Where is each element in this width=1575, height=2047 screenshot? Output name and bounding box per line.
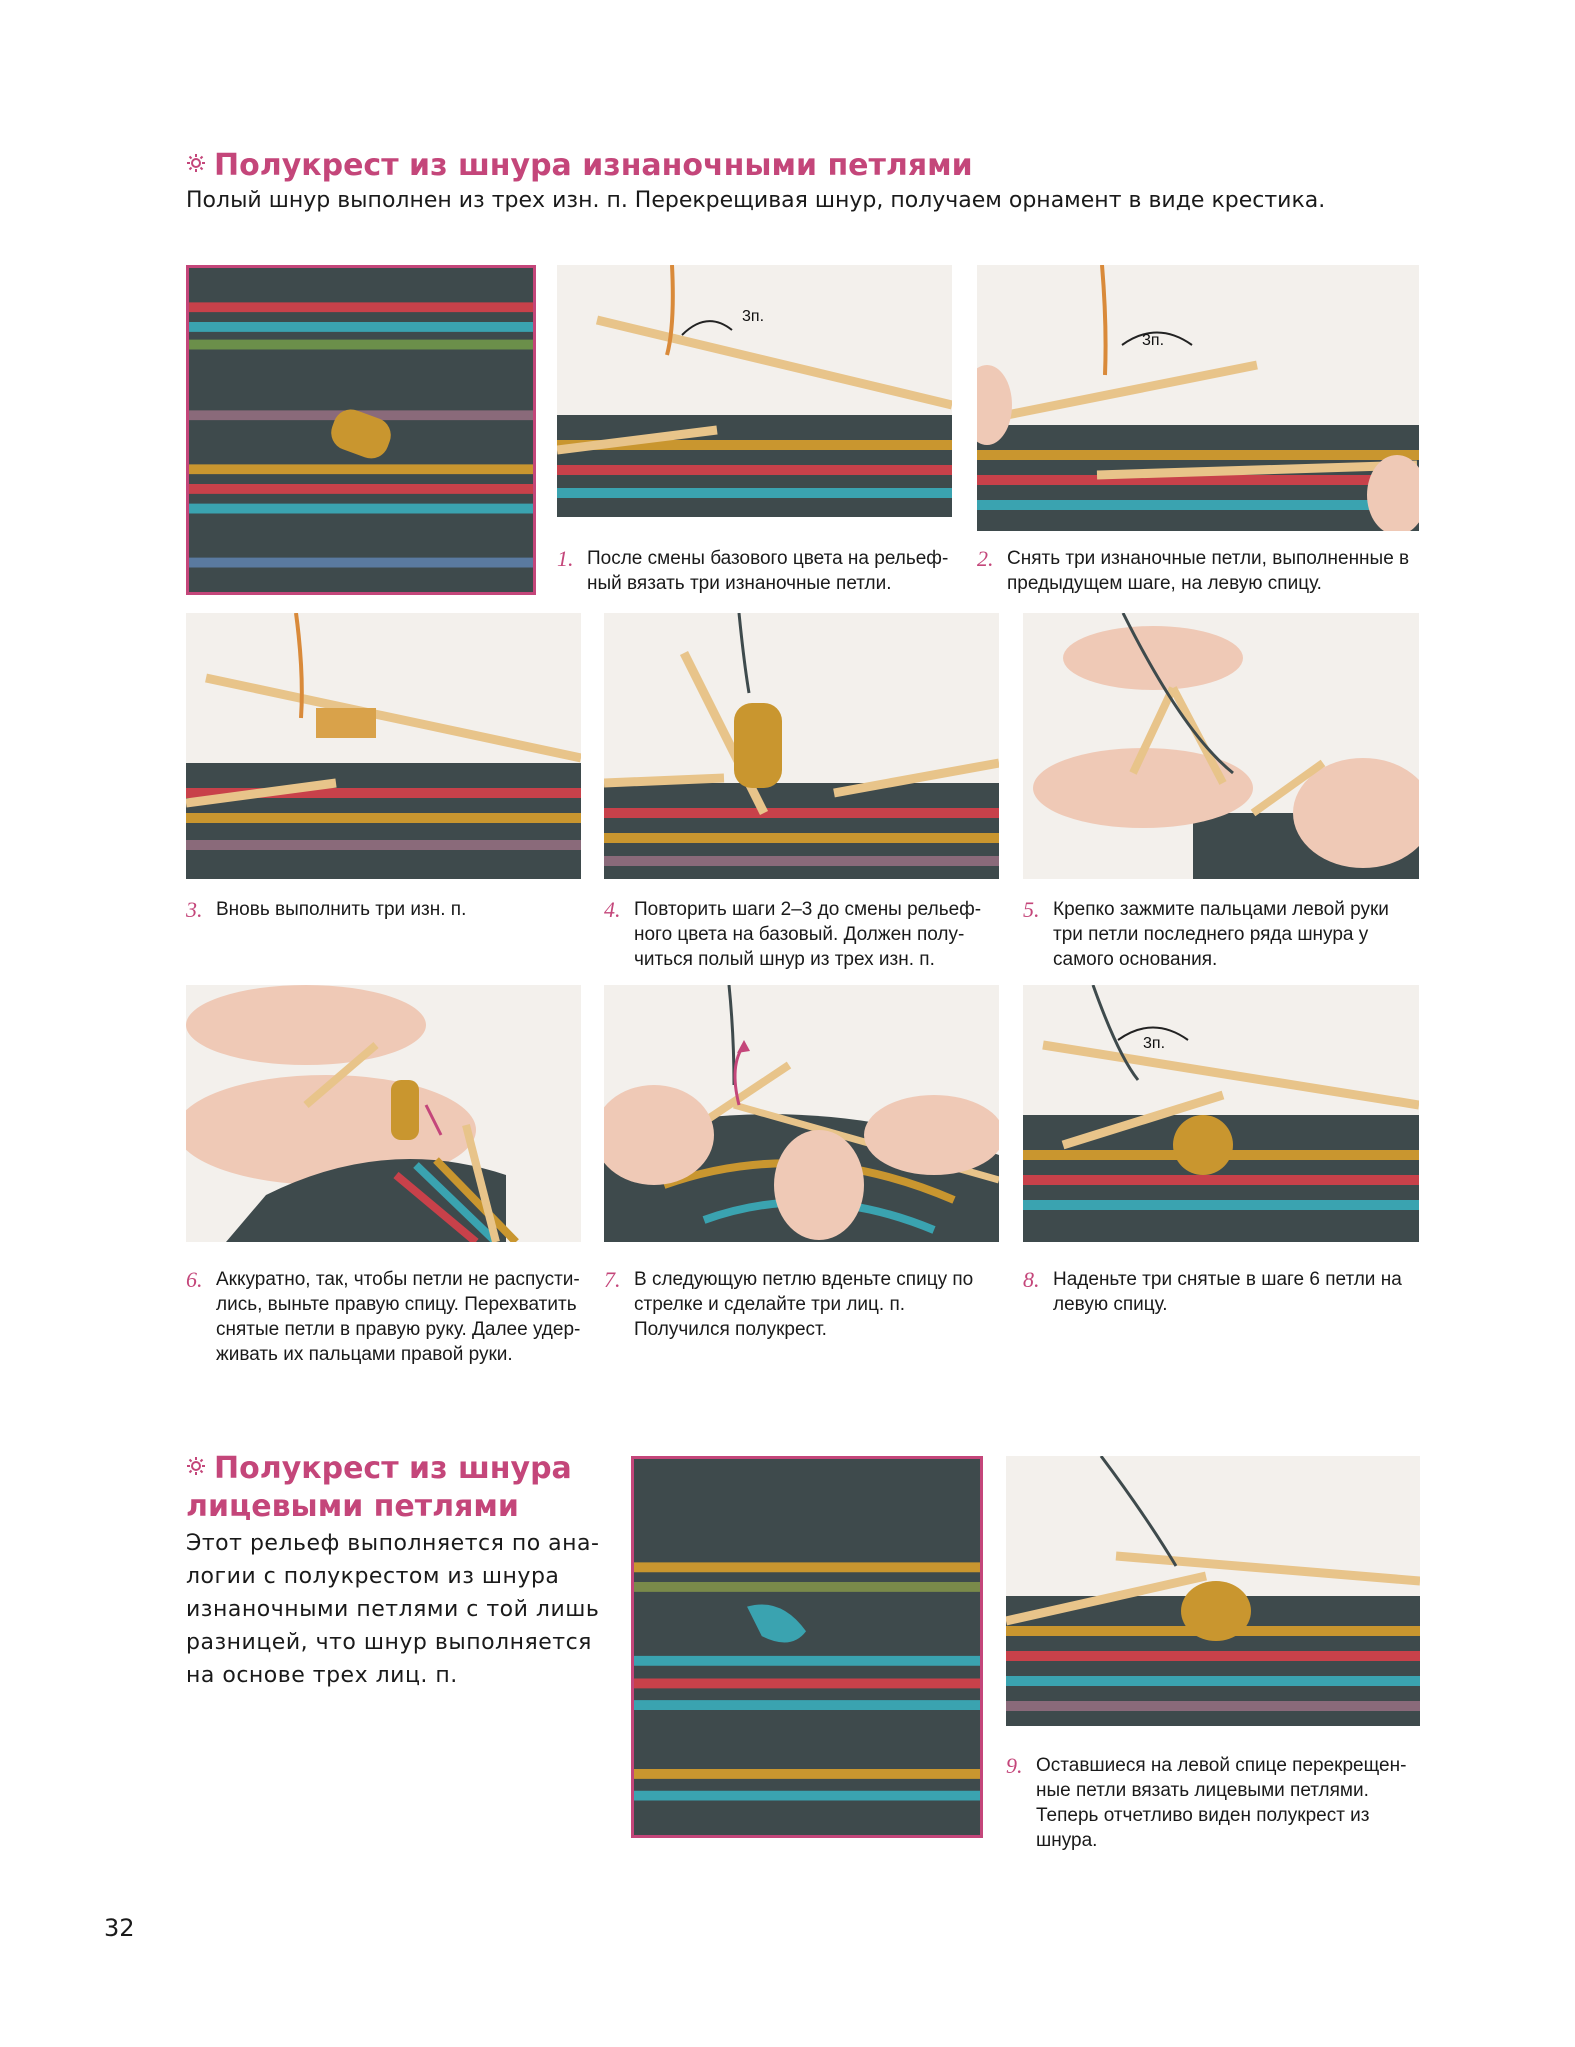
step6-number: 6. <box>186 1267 203 1292</box>
step3-caption <box>186 897 581 922</box>
result-photo-purl-cord <box>186 265 536 595</box>
section2-intro: Этот рельеф выполняется по ана- логии с полукрестом из шнура изнаночными петлями с той лишь разницей, что шнур выполняется на основе трех лиц. п. <box>186 1531 600 1688</box>
section2-title <box>186 1450 572 1526</box>
step5-number: 5. <box>1023 897 1040 922</box>
step7-text: В следующую петлю вденьте спицу по стрелке и сделайте три лиц. п. Получился полукрест. <box>634 1269 974 1340</box>
page-number: 32 <box>104 1914 135 1942</box>
step4-caption <box>604 897 999 972</box>
section1-title-text: Полукрест из шнура изнаночными петлями <box>214 148 973 183</box>
step5-photo <box>1023 613 1419 879</box>
step7-caption <box>604 1267 1004 1342</box>
step9-number: 9. <box>1006 1753 1023 1778</box>
step3-photo <box>186 613 581 879</box>
step4-photo <box>604 613 999 879</box>
step2-caption <box>977 546 1417 596</box>
step6-photo <box>186 985 581 1242</box>
step3-number: 3. <box>186 897 203 922</box>
step9-caption <box>1006 1753 1420 1853</box>
step8-photo-label: 3п. <box>1143 1035 1166 1052</box>
step2-text: Снять три изнаночные петли, выполненные в предыдущем шаге, на левую спицу. <box>1007 548 1410 594</box>
step7-number: 7. <box>604 1267 621 1292</box>
step3-text: Вновь выполнить три изн. п. <box>216 899 467 920</box>
section2-title-line1: Полукрест из шнура <box>214 1451 572 1486</box>
step2-photo-label: 3п. <box>1142 332 1165 349</box>
step8-text: Наденьте три снятые в шаге 6 петли на левую спицу. <box>1053 1269 1402 1315</box>
section2-title-line2: лицевыми петлями <box>186 1489 519 1524</box>
step1-caption <box>557 546 957 596</box>
step5-caption <box>1023 897 1419 972</box>
step2-number: 2. <box>977 546 994 571</box>
step9-text: Оставшиеся на левой спице перекрещен- ные петли вязать лицевыми петлями. Теперь отчетливо виден полукрест из шнура. <box>1036 1755 1407 1851</box>
step9-photo <box>1006 1456 1420 1726</box>
step7-photo <box>604 985 999 1242</box>
step5-text: Крепко зажмите пальцами левой руки три петли последнего ряда шнура у самого основания. <box>1053 899 1389 970</box>
flower-bullet-icon <box>186 153 206 173</box>
flower-bullet-icon <box>186 1456 206 1476</box>
result-photo-knit-cord <box>631 1456 983 1838</box>
step4-number: 4. <box>604 897 621 922</box>
step4-text: Повторить шаги 2–3 до смены рельеф- ного цвета на базовый. Должен полу- читься полый шнур из трех изн. п. <box>634 899 982 970</box>
step1-text: После смены базового цвета на рельеф- ный вязать три изнаночные петли. <box>587 548 949 594</box>
step8-caption <box>1023 1267 1419 1317</box>
section1-title <box>186 147 973 185</box>
step1-number: 1. <box>557 546 574 571</box>
section1-intro: Полый шнур выполнен из трех изн. п. Перекрещивая шнур, получаем орнамент в виде крестика. <box>186 188 1326 213</box>
step8-photo <box>1023 985 1419 1242</box>
step6-text: Аккуратно, так, чтобы петли не распусти- лись, выньте правую спицу. Перехватить снятые петли в правую руку. Далее удер- живать их пальцами правой руки. <box>216 1269 581 1365</box>
step8-number: 8. <box>1023 1267 1040 1292</box>
step1-photo-label: 3п. <box>742 308 765 325</box>
step1-photo <box>557 265 952 517</box>
step6-caption <box>186 1267 586 1367</box>
step2-photo <box>977 265 1419 531</box>
